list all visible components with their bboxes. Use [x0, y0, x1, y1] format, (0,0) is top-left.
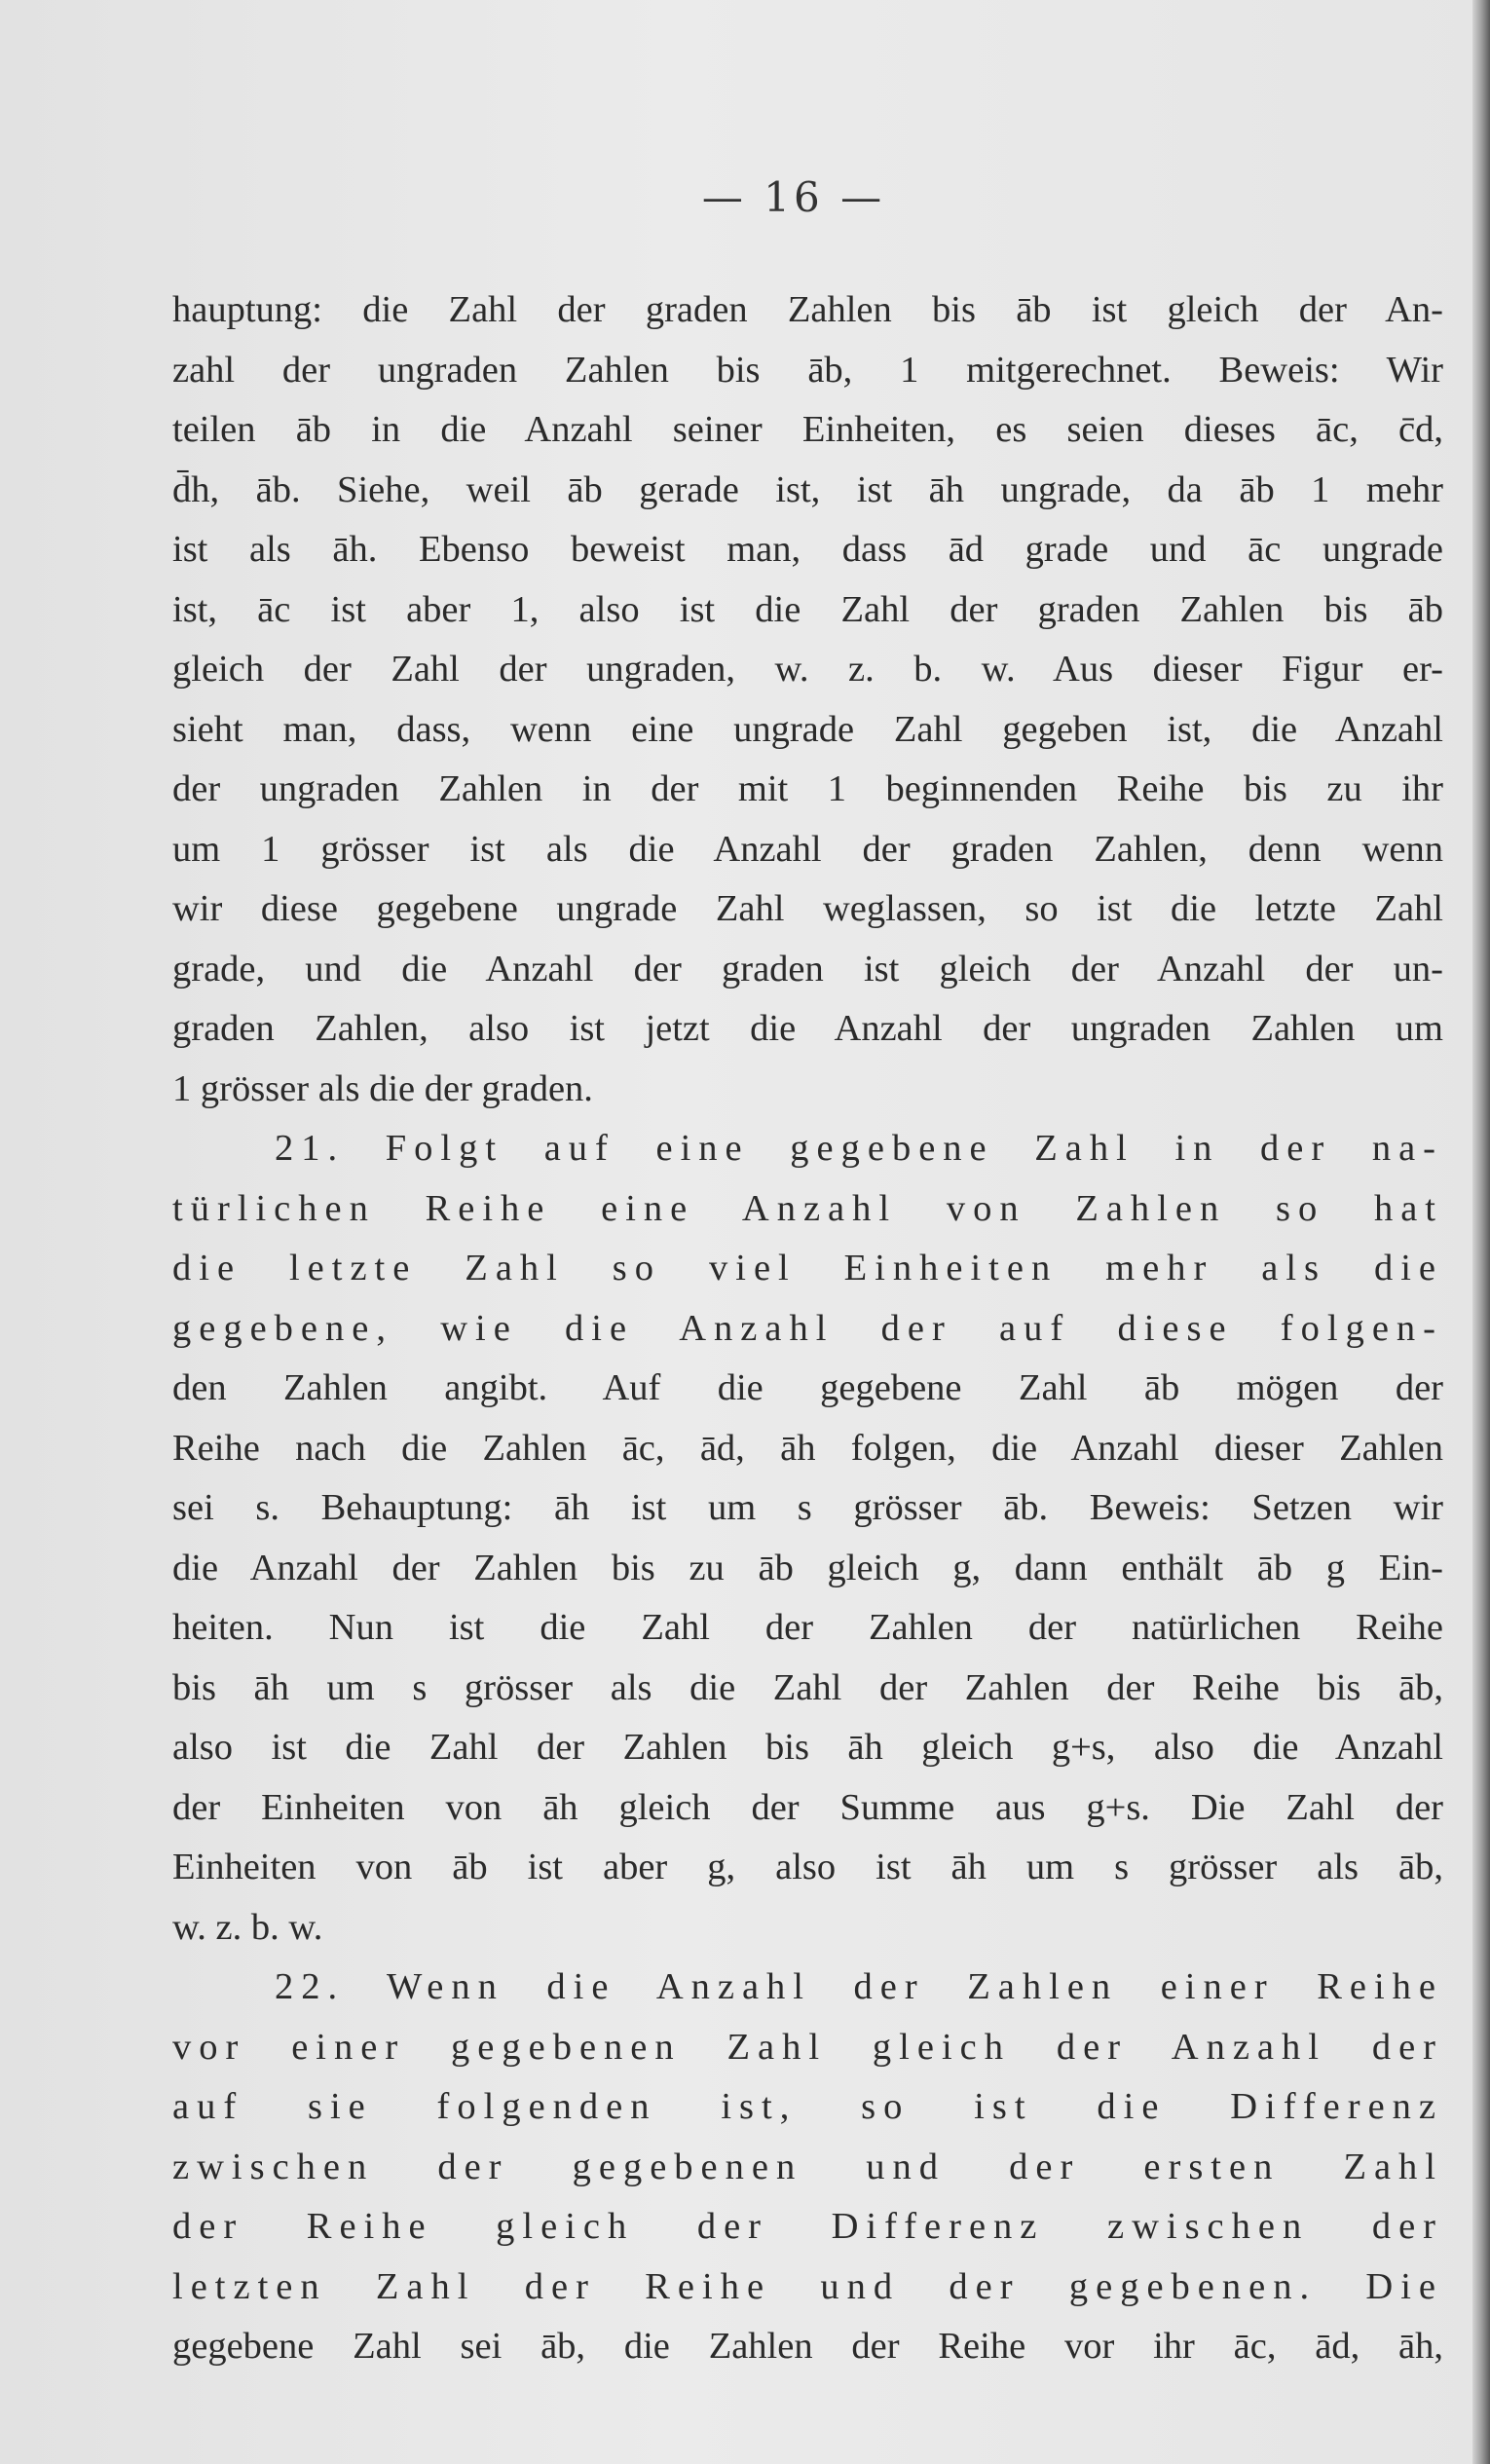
text-line: die Anzahl der Zahlen bis zu āb gleich g, dann enthält āb g Ein-	[172, 1547, 1443, 1588]
text-line: w. z. b. w.	[172, 1906, 323, 1948]
text-line: teilen āb in die Anzahl seiner Einheiten, es seien dieses āc, c̄d,	[172, 409, 1443, 450]
text-line: grade, und die Anzahl der graden ist gleich der Anzahl der un-	[172, 948, 1443, 989]
text-line: die letzte Zahl so viel Einheiten mehr als die	[172, 1248, 1443, 1288]
text-line: der Einheiten von āh gleich der Summe aus g+s. Die Zahl der	[172, 1786, 1443, 1828]
text-line: vor einer gegebenen Zahl gleich der Anzahl der	[172, 2026, 1443, 2068]
text-line: 1 grösser als die der graden.	[172, 1067, 593, 1109]
text-line: der ungraden Zahlen in der mit 1 beginnenden Reihe bis zu ihr	[172, 768, 1443, 809]
text-line: türlichen Reihe eine Anzahl von Zahlen so hat	[172, 1187, 1443, 1229]
text-line: zahl der ungraden Zahlen bis āb, 1 mitgerechnet. Beweis: Wir	[172, 349, 1443, 391]
text-line: gegebene, wie die Anzahl der auf diese folgen-	[172, 1307, 1443, 1349]
text-line: ist als āh. Ebenso beweist man, dass ād grade und āc ungrade	[172, 529, 1443, 570]
text-line: bis āh um s grösser als die Zahl der Zahlen der Reihe bis āb,	[172, 1666, 1443, 1708]
text-line: heiten. Nun ist die Zahl der Zahlen der natürlichen Reihe	[172, 1607, 1443, 1648]
text-line: sieht man, dass, wenn eine ungrade Zahl gegeben ist, die Anzahl	[172, 708, 1443, 750]
section-heading-21: 21. Folgt auf eine gegebene Zahl in der na-	[275, 1128, 1443, 1169]
text-line: zwischen der gegebenen und der ersten Zahl	[172, 2146, 1443, 2187]
text-line: den Zahlen angibt. Auf die gegebene Zahl āb mögen der	[172, 1367, 1443, 1408]
page-number: — 16 —	[701, 173, 886, 221]
text-line: auf sie folgenden ist, so ist die Differenz	[172, 2086, 1443, 2127]
text-line: also ist die Zahl der Zahlen bis āh gleich g+s, also die Anzahl	[172, 1727, 1443, 1768]
text-line: Einheiten von āb ist aber g, also ist āh um s grösser als āb,	[172, 1847, 1443, 1887]
body-text	[172, 280, 1443, 2377]
text-line: um 1 grösser ist als die Anzahl der graden Zahlen, denn wenn	[172, 828, 1443, 870]
text-line: letzten Zahl der Reihe und der gegebenen. Die	[172, 2265, 1443, 2307]
page-edge-shadow	[1472, 0, 1490, 2464]
section-heading-22: 22. Wenn die Anzahl der Zahlen einer Reihe	[275, 1966, 1443, 2007]
text-line: der Reihe gleich der Differenz zwischen der	[172, 2206, 1443, 2247]
text-line: d̄h, āb. Siehe, weil āb gerade ist, ist āh ungrade, da āb 1 mehr	[172, 468, 1443, 510]
text-line: sei s. Behauptung: āh ist um s grösser āb. Beweis: Setzen wir	[172, 1487, 1443, 1528]
text-line: graden Zahlen, also ist jetzt die Anzahl der ungraden Zahlen um	[172, 1008, 1443, 1049]
text-line: hauptung: die Zahl der graden Zahlen bis āb ist gleich der An-	[172, 289, 1443, 330]
text-line: gleich der Zahl der ungraden, w. z. b. w. Aus dieser Figur er-	[172, 649, 1443, 690]
text-line: Reihe nach die Zahlen āc, ād, āh folgen, die Anzahl dieser Zahlen	[172, 1427, 1443, 1469]
text-line: gegebene Zahl sei āb, die Zahlen der Reihe vor ihr āc, ād, āh,	[172, 2326, 1443, 2367]
text-line: wir diese gegebene ungrade Zahl weglassen, so ist die letzte Zahl	[172, 888, 1443, 929]
text-line: ist, āc ist aber 1, also ist die Zahl der graden Zahlen bis āb	[172, 588, 1443, 630]
